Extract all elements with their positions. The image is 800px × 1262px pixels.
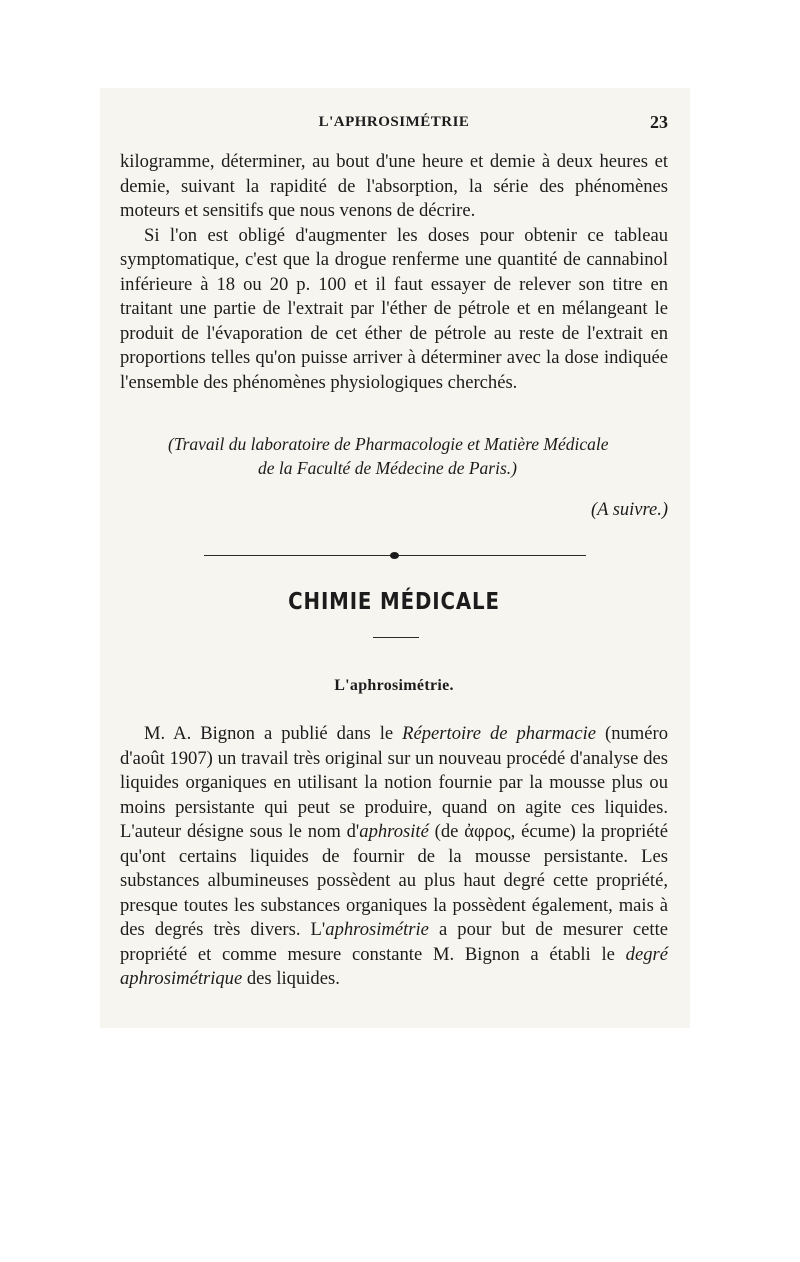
paragraph-dosage: Si l'on est obligé d'augmenter les doses pour obtenir ce tableau symptomatique, c'est que la drogue renferme une quantité de cannabinol inférieure à 18 ou 20 p. 100 et il faut essayer de relever son titre en traitant une partie de l'extrait par l'éther de pétrole et en mélangeant le produit de l'évaporation de cet éther de pétrole au reste de l'extrait en proportions telles qu'on puisse arriver à déterminer avec la dose indiquée l'ensemble des phénomènes physiologiques cherchés. [120, 224, 668, 393]
term-aphrosimetrie: aphrosimétrie [325, 919, 429, 940]
paragraph-aphrosimetrie [120, 722, 668, 992]
running-head [120, 114, 668, 138]
divider-ornament [390, 552, 399, 559]
text-segment: (numéro d'août 1907) un travail très original sur un nouveau procédé d'analyse des liquides organiques en utilisant la notion fournie par la mousse plus ou moins persistante qui peut se produire, quand on agite ces liquides. L'auteur désigne sous le nom d' [120, 723, 668, 842]
second-article-body [120, 722, 668, 992]
first-article-body [120, 150, 668, 395]
article-credit [120, 432, 668, 480]
credit-line-1: (Travail du laboratoire de Pharmacologie et Matière Médicale [168, 434, 609, 454]
title-rule [373, 637, 419, 638]
to-be-continued: (A suivre.) [590, 500, 668, 520]
text-segment: M. A. Bignon a publié dans le [144, 723, 403, 744]
page-number: 23 [650, 112, 668, 132]
running-title: L'APHROSIMÉTRIE [318, 114, 470, 130]
article-subtitle: L'aphrosimétrie. [334, 677, 454, 694]
text-segment: (de ἀφρος, écume) la propriété qu'ont certains liquides de fournir de la mousse persistante. Les substances albumineuses possèdent au plus haut degré cette propriété, presque toutes les substances organiques la possèdent également, mais à des degrés très divers. L' [120, 821, 668, 940]
text-segment: a pour but de mesurer cette propriété et comme mesure constante M. Bignon a établi le [120, 919, 668, 965]
section-divider [204, 551, 586, 561]
journal-title: Répertoire de pharmacie [402, 723, 597, 744]
term-aphrosite: aphrosité [359, 821, 429, 842]
credit-line-2: de la Faculté de Médecine de Paris.) [258, 458, 517, 478]
section-title: CHIMIE MÉDICALE [288, 589, 500, 615]
paragraph-continuation: kilogramme, déterminer, au bout d'une heure et demie à deux heures et demie, suivant la rapidité de l'absorption, la série des phénomènes moteurs et sensitifs que nous venons de décrire. [120, 151, 668, 221]
term-degre: degré aphrosimétrique [120, 943, 668, 989]
text-segment: des liquides. [242, 968, 340, 989]
